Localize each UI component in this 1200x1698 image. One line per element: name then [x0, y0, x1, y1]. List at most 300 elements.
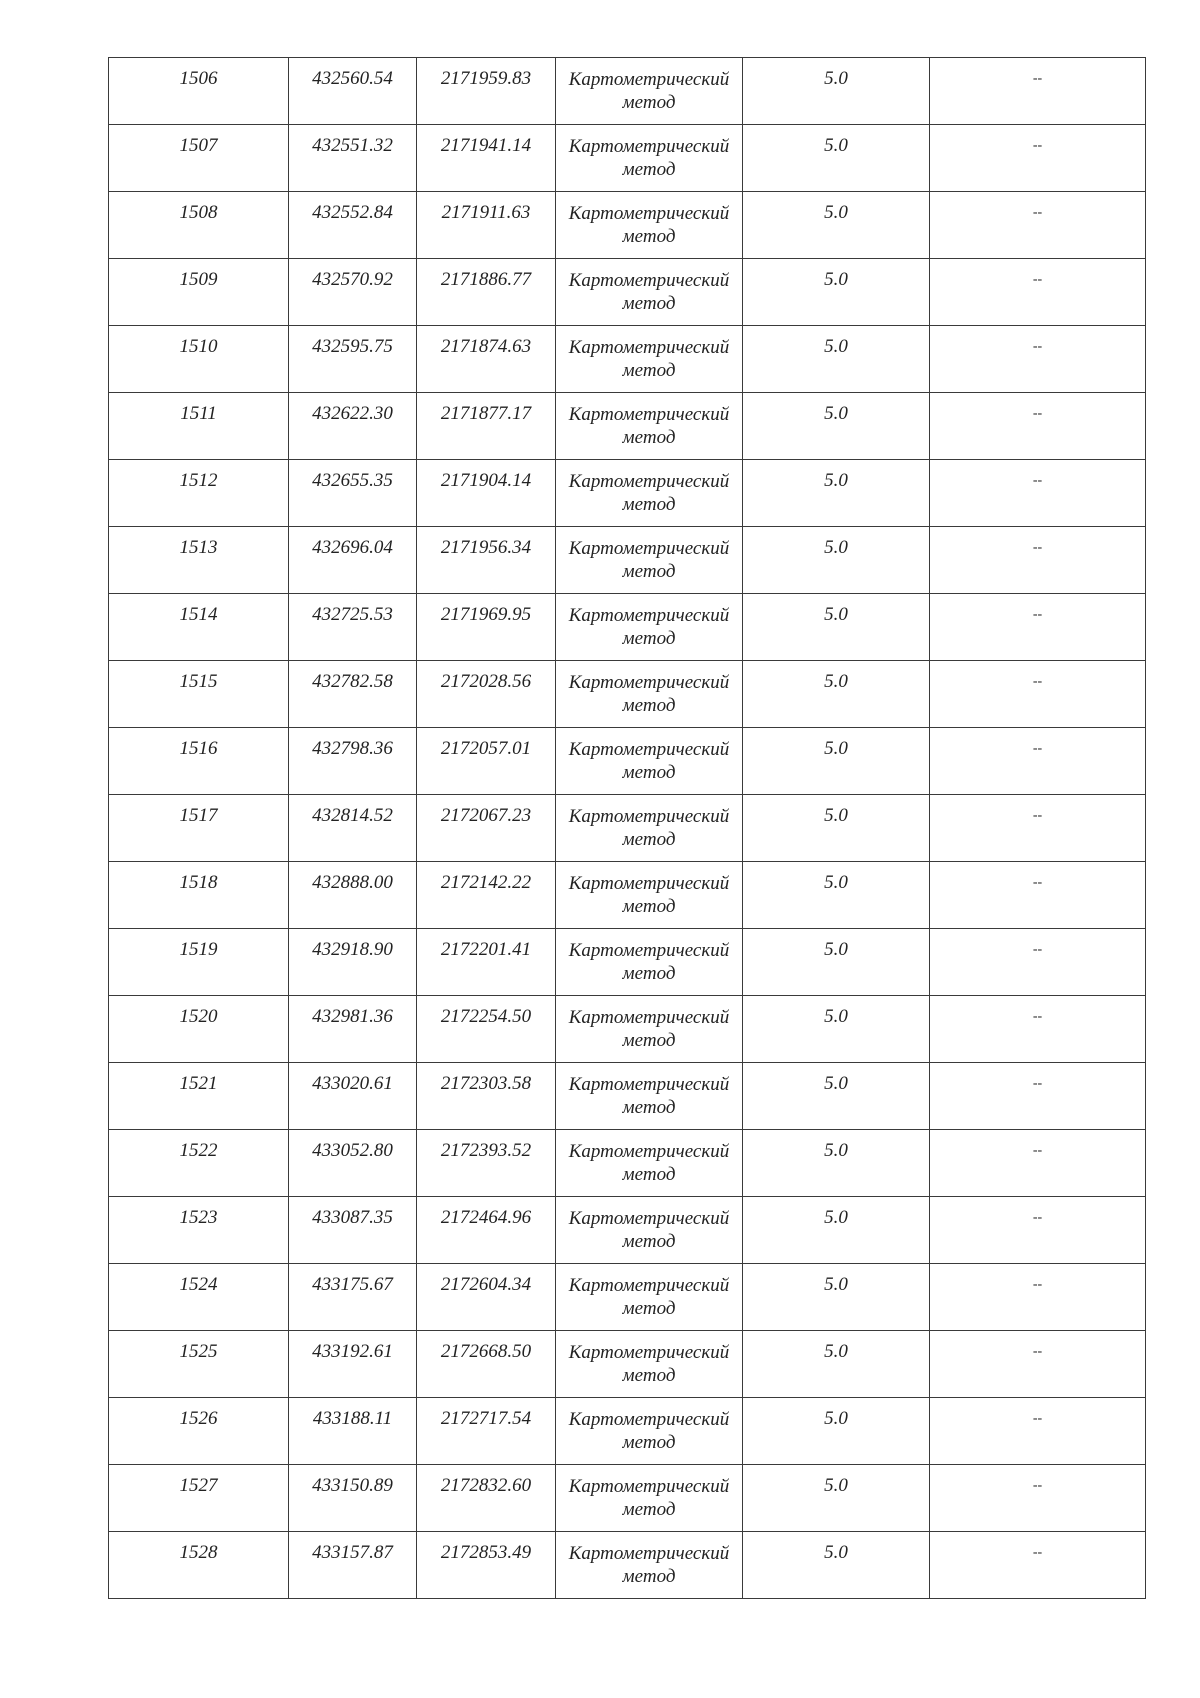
x-coordinate-cell	[289, 1197, 417, 1264]
extra-value: --	[1032, 540, 1043, 555]
method-name: Картометрический	[568, 1476, 730, 1497]
accuracy-value: 5.0	[824, 1073, 848, 1094]
extra-cell	[930, 594, 1146, 661]
y-coordinate-cell	[417, 1264, 556, 1331]
method-word: метод	[622, 896, 676, 917]
extra-value: --	[1032, 1545, 1043, 1560]
method-cell	[556, 1331, 743, 1398]
y-coordinate: 2172604.34	[440, 1274, 532, 1295]
point-number-cell	[109, 58, 289, 125]
x-coordinate: 432888.00	[312, 872, 393, 893]
point-number-cell	[109, 862, 289, 929]
coordinates-table-body	[109, 58, 1146, 1599]
method-name: Картометрический	[568, 1007, 730, 1028]
method-name: Картометрический	[568, 136, 730, 157]
y-coordinate: 2172464.96	[440, 1207, 532, 1228]
y-coordinate-cell	[417, 594, 556, 661]
x-coordinate-cell	[289, 192, 417, 259]
point-number-cell	[109, 259, 289, 326]
x-coordinate: 432981.36	[312, 1006, 393, 1027]
x-coordinate-cell	[289, 1331, 417, 1398]
accuracy-cell	[743, 393, 930, 460]
table-row	[109, 58, 1146, 125]
table-row	[109, 393, 1146, 460]
x-coordinate-cell	[289, 58, 417, 125]
point-number-cell	[109, 326, 289, 393]
accuracy-cell	[743, 862, 930, 929]
extra-cell	[930, 1063, 1146, 1130]
extra-value: --	[1032, 272, 1043, 287]
extra-value: --	[1032, 1344, 1043, 1359]
accuracy-value: 5.0	[824, 1140, 848, 1161]
table-row	[109, 1532, 1146, 1599]
method-name: Картометрический	[568, 739, 730, 760]
accuracy-value: 5.0	[824, 1207, 848, 1228]
method-cell	[556, 594, 743, 661]
x-coordinate-cell	[289, 795, 417, 862]
table-row	[109, 996, 1146, 1063]
y-coordinate-cell	[417, 996, 556, 1063]
method-word: метод	[622, 1566, 676, 1587]
accuracy-cell	[743, 58, 930, 125]
point-number: 1509	[179, 269, 218, 290]
y-coordinate: 2171877.17	[440, 403, 532, 424]
accuracy-cell	[743, 527, 930, 594]
point-number: 1527	[179, 1475, 218, 1496]
y-coordinate-cell	[417, 1331, 556, 1398]
accuracy-cell	[743, 795, 930, 862]
method-cell	[556, 192, 743, 259]
accuracy-value: 5.0	[824, 269, 848, 290]
point-number-cell	[109, 527, 289, 594]
method-word: метод	[622, 1030, 676, 1051]
table-row	[109, 259, 1146, 326]
accuracy-value: 5.0	[824, 872, 848, 893]
point-number: 1516	[179, 738, 218, 759]
method-word: метод	[622, 1432, 676, 1453]
y-coordinate: 2171874.63	[440, 336, 532, 357]
method-word: метод	[622, 628, 676, 649]
method-name: Картометрический	[568, 1141, 730, 1162]
point-number-cell	[109, 1264, 289, 1331]
y-coordinate: 2172201.41	[440, 939, 532, 960]
method-name: Картометрический	[568, 337, 730, 358]
method-word: метод	[622, 561, 676, 582]
point-number: 1511	[180, 403, 217, 424]
extra-cell	[930, 795, 1146, 862]
y-coordinate-cell	[417, 527, 556, 594]
table-row	[109, 1264, 1146, 1331]
table-row	[109, 594, 1146, 661]
method-name: Картометрический	[568, 1543, 730, 1564]
point-number-cell	[109, 125, 289, 192]
accuracy-cell	[743, 259, 930, 326]
y-coordinate: 2171886.77	[440, 269, 532, 290]
point-number: 1512	[179, 470, 218, 491]
method-word: метод	[622, 494, 676, 515]
method-word: метод	[622, 1164, 676, 1185]
x-coordinate-cell	[289, 393, 417, 460]
extra-cell	[930, 259, 1146, 326]
method-name: Картометрический	[568, 203, 730, 224]
method-cell	[556, 527, 743, 594]
method-word: метод	[622, 360, 676, 381]
extra-value: --	[1032, 1143, 1043, 1158]
point-number: 1508	[179, 202, 218, 223]
method-name: Картометрический	[568, 69, 730, 90]
method-name: Картометрический	[568, 672, 730, 693]
x-coordinate-cell	[289, 1130, 417, 1197]
y-coordinate-cell	[417, 929, 556, 996]
y-coordinate: 2172668.50	[440, 1341, 532, 1362]
point-number-cell	[109, 1398, 289, 1465]
method-word: метод	[622, 1231, 676, 1252]
method-word: метод	[622, 92, 676, 113]
method-cell	[556, 393, 743, 460]
x-coordinate: 432696.04	[312, 537, 393, 558]
document-page	[108, 57, 1146, 1599]
point-number: 1506	[179, 68, 218, 89]
point-number-cell	[109, 1465, 289, 1532]
method-name: Картометрический	[568, 940, 730, 961]
point-number: 1519	[179, 939, 218, 960]
extra-value: --	[1032, 1076, 1043, 1091]
x-coordinate: 433052.80	[312, 1140, 393, 1161]
y-coordinate-cell	[417, 661, 556, 728]
extra-cell	[930, 728, 1146, 795]
method-name: Картометрический	[568, 605, 730, 626]
method-cell	[556, 58, 743, 125]
accuracy-cell	[743, 460, 930, 527]
coordinates-table	[108, 57, 1146, 1599]
y-coordinate: 2171959.83	[440, 68, 532, 89]
x-coordinate-cell	[289, 460, 417, 527]
method-cell	[556, 661, 743, 728]
x-coordinate-cell	[289, 1532, 417, 1599]
point-number-cell	[109, 594, 289, 661]
extra-cell	[930, 996, 1146, 1063]
method-word: метод	[622, 1298, 676, 1319]
accuracy-value: 5.0	[824, 68, 848, 89]
method-cell	[556, 795, 743, 862]
point-number: 1523	[179, 1207, 218, 1228]
accuracy-cell	[743, 1398, 930, 1465]
method-cell	[556, 862, 743, 929]
x-coordinate-cell	[289, 594, 417, 661]
extra-cell	[930, 661, 1146, 728]
method-word: метод	[622, 293, 676, 314]
extra-cell	[930, 393, 1146, 460]
method-cell	[556, 996, 743, 1063]
method-word: метод	[622, 427, 676, 448]
x-coordinate: 432918.90	[312, 939, 393, 960]
extra-value: --	[1032, 1411, 1043, 1426]
x-coordinate: 433188.11	[312, 1408, 393, 1429]
extra-value: --	[1032, 1478, 1043, 1493]
accuracy-cell	[743, 728, 930, 795]
point-number: 1525	[179, 1341, 218, 1362]
x-coordinate-cell	[289, 527, 417, 594]
method-word: метод	[622, 1365, 676, 1386]
x-coordinate: 433150.89	[312, 1475, 393, 1496]
method-cell	[556, 460, 743, 527]
table-row	[109, 1063, 1146, 1130]
x-coordinate: 432552.84	[312, 202, 393, 223]
method-name: Картометрический	[568, 806, 730, 827]
x-coordinate: 432782.58	[312, 671, 393, 692]
extra-cell	[930, 192, 1146, 259]
table-row	[109, 1331, 1146, 1398]
accuracy-cell	[743, 1532, 930, 1599]
y-coordinate-cell	[417, 1398, 556, 1465]
y-coordinate-cell	[417, 1465, 556, 1532]
extra-cell	[930, 527, 1146, 594]
table-row	[109, 1130, 1146, 1197]
point-number-cell	[109, 929, 289, 996]
extra-value: --	[1032, 942, 1043, 957]
extra-cell	[930, 460, 1146, 527]
x-coordinate: 433020.61	[312, 1073, 393, 1094]
x-coordinate: 432655.35	[312, 470, 393, 491]
accuracy-cell	[743, 1331, 930, 1398]
method-name: Картометрический	[568, 1342, 730, 1363]
point-number-cell	[109, 1331, 289, 1398]
method-cell	[556, 1465, 743, 1532]
accuracy-cell	[743, 1063, 930, 1130]
extra-cell	[930, 1398, 1146, 1465]
point-number-cell	[109, 192, 289, 259]
extra-value: --	[1032, 473, 1043, 488]
y-coordinate-cell	[417, 728, 556, 795]
extra-cell	[930, 1197, 1146, 1264]
table-row	[109, 1398, 1146, 1465]
y-coordinate: 2172303.58	[440, 1073, 532, 1094]
table-row	[109, 125, 1146, 192]
x-coordinate: 432551.32	[312, 135, 393, 156]
extra-cell	[930, 1264, 1146, 1331]
table-row	[109, 460, 1146, 527]
accuracy-cell	[743, 1264, 930, 1331]
table-row	[109, 192, 1146, 259]
method-cell	[556, 1063, 743, 1130]
y-coordinate: 2171904.14	[440, 470, 532, 491]
accuracy-value: 5.0	[824, 939, 848, 960]
accuracy-value: 5.0	[824, 1341, 848, 1362]
extra-cell	[930, 1532, 1146, 1599]
accuracy-value: 5.0	[824, 403, 848, 424]
point-number-cell	[109, 1130, 289, 1197]
method-cell	[556, 1264, 743, 1331]
point-number: 1507	[179, 135, 218, 156]
method-name: Картометрический	[568, 270, 730, 291]
y-coordinate: 2172057.01	[440, 738, 532, 759]
point-number: 1518	[179, 872, 218, 893]
accuracy-cell	[743, 1130, 930, 1197]
method-name: Картометрический	[568, 471, 730, 492]
y-coordinate-cell	[417, 795, 556, 862]
y-coordinate: 2172717.54	[440, 1408, 532, 1429]
extra-cell	[930, 326, 1146, 393]
point-number: 1524	[179, 1274, 218, 1295]
extra-cell	[930, 58, 1146, 125]
y-coordinate: 2172254.50	[440, 1006, 532, 1027]
x-coordinate: 433157.87	[312, 1542, 393, 1563]
point-number: 1515	[179, 671, 218, 692]
accuracy-value: 5.0	[824, 1274, 848, 1295]
accuracy-value: 5.0	[824, 1006, 848, 1027]
point-number: 1510	[179, 336, 218, 357]
y-coordinate: 2172028.56	[440, 671, 532, 692]
extra-value: --	[1032, 674, 1043, 689]
x-coordinate-cell	[289, 326, 417, 393]
y-coordinate: 2171941.14	[440, 135, 532, 156]
accuracy-value: 5.0	[824, 805, 848, 826]
accuracy-cell	[743, 929, 930, 996]
method-name: Картометрический	[568, 873, 730, 894]
accuracy-cell	[743, 192, 930, 259]
method-word: метод	[622, 963, 676, 984]
x-coordinate-cell	[289, 1063, 417, 1130]
extra-value: --	[1032, 607, 1043, 622]
x-coordinate-cell	[289, 1398, 417, 1465]
table-row	[109, 326, 1146, 393]
extra-value: --	[1032, 1277, 1043, 1292]
extra-cell	[930, 125, 1146, 192]
table-row	[109, 661, 1146, 728]
method-word: метод	[622, 226, 676, 247]
extra-value: --	[1032, 406, 1043, 421]
table-row	[109, 1465, 1146, 1532]
x-coordinate-cell	[289, 259, 417, 326]
y-coordinate-cell	[417, 1063, 556, 1130]
point-number: 1513	[179, 537, 218, 558]
y-coordinate-cell	[417, 393, 556, 460]
extra-value: --	[1032, 339, 1043, 354]
y-coordinate: 2172393.52	[440, 1140, 532, 1161]
accuracy-value: 5.0	[824, 671, 848, 692]
x-coordinate: 432560.54	[312, 68, 393, 89]
y-coordinate-cell	[417, 1532, 556, 1599]
accuracy-cell	[743, 594, 930, 661]
point-number: 1517	[179, 805, 218, 826]
extra-cell	[930, 862, 1146, 929]
extra-cell	[930, 1130, 1146, 1197]
y-coordinate-cell	[417, 58, 556, 125]
x-coordinate-cell	[289, 1264, 417, 1331]
method-name: Картометрический	[568, 1275, 730, 1296]
accuracy-cell	[743, 661, 930, 728]
y-coordinate-cell	[417, 259, 556, 326]
accuracy-value: 5.0	[824, 1542, 848, 1563]
point-number-cell	[109, 393, 289, 460]
table-row	[109, 929, 1146, 996]
x-coordinate-cell	[289, 125, 417, 192]
method-cell	[556, 125, 743, 192]
y-coordinate: 2172067.23	[440, 805, 532, 826]
point-number: 1528	[179, 1542, 218, 1563]
extra-value: --	[1032, 138, 1043, 153]
method-word: метод	[622, 762, 676, 783]
x-coordinate: 432798.36	[312, 738, 393, 759]
method-cell	[556, 259, 743, 326]
x-coordinate-cell	[289, 661, 417, 728]
point-number-cell	[109, 1532, 289, 1599]
y-coordinate: 2171969.95	[440, 604, 532, 625]
method-name: Картометрический	[568, 404, 730, 425]
method-cell	[556, 1197, 743, 1264]
method-name: Картометрический	[568, 1208, 730, 1229]
x-coordinate-cell	[289, 862, 417, 929]
extra-cell	[930, 929, 1146, 996]
x-coordinate-cell	[289, 996, 417, 1063]
y-coordinate-cell	[417, 125, 556, 192]
y-coordinate-cell	[417, 192, 556, 259]
point-number-cell	[109, 728, 289, 795]
y-coordinate: 2172142.22	[440, 872, 532, 893]
y-coordinate: 2172832.60	[440, 1475, 532, 1496]
x-coordinate: 432622.30	[312, 403, 393, 424]
x-coordinate-cell	[289, 728, 417, 795]
extra-value: --	[1032, 808, 1043, 823]
extra-value: --	[1032, 205, 1043, 220]
table-row	[109, 862, 1146, 929]
point-number: 1521	[179, 1073, 218, 1094]
accuracy-cell	[743, 1465, 930, 1532]
method-cell	[556, 728, 743, 795]
x-coordinate: 433192.61	[312, 1341, 393, 1362]
table-row	[109, 527, 1146, 594]
point-number: 1520	[179, 1006, 218, 1027]
y-coordinate-cell	[417, 326, 556, 393]
method-word: метод	[622, 695, 676, 716]
extra-value: --	[1032, 741, 1043, 756]
y-coordinate-cell	[417, 460, 556, 527]
point-number: 1522	[179, 1140, 218, 1161]
x-coordinate: 432570.92	[312, 269, 393, 290]
x-coordinate: 432595.75	[312, 336, 393, 357]
extra-cell	[930, 1331, 1146, 1398]
y-coordinate: 2172853.49	[440, 1542, 532, 1563]
method-name: Картометрический	[568, 538, 730, 559]
accuracy-value: 5.0	[824, 202, 848, 223]
y-coordinate: 2171911.63	[441, 202, 531, 223]
extra-value: --	[1032, 875, 1043, 890]
point-number-cell	[109, 996, 289, 1063]
x-coordinate: 433175.67	[312, 1274, 393, 1295]
extra-cell	[930, 1465, 1146, 1532]
method-word: метод	[622, 159, 676, 180]
point-number: 1514	[179, 604, 218, 625]
method-cell	[556, 929, 743, 996]
point-number: 1526	[179, 1408, 218, 1429]
accuracy-value: 5.0	[824, 336, 848, 357]
method-word: метод	[622, 829, 676, 850]
extra-value: --	[1032, 71, 1043, 86]
x-coordinate: 433087.35	[312, 1207, 393, 1228]
point-number-cell	[109, 661, 289, 728]
method-cell	[556, 1398, 743, 1465]
table-row	[109, 795, 1146, 862]
accuracy-value: 5.0	[824, 135, 848, 156]
table-row	[109, 728, 1146, 795]
y-coordinate-cell	[417, 862, 556, 929]
accuracy-cell	[743, 1197, 930, 1264]
x-coordinate-cell	[289, 1465, 417, 1532]
method-word: метод	[622, 1499, 676, 1520]
x-coordinate-cell	[289, 929, 417, 996]
method-word: метод	[622, 1097, 676, 1118]
accuracy-value: 5.0	[824, 1408, 848, 1429]
